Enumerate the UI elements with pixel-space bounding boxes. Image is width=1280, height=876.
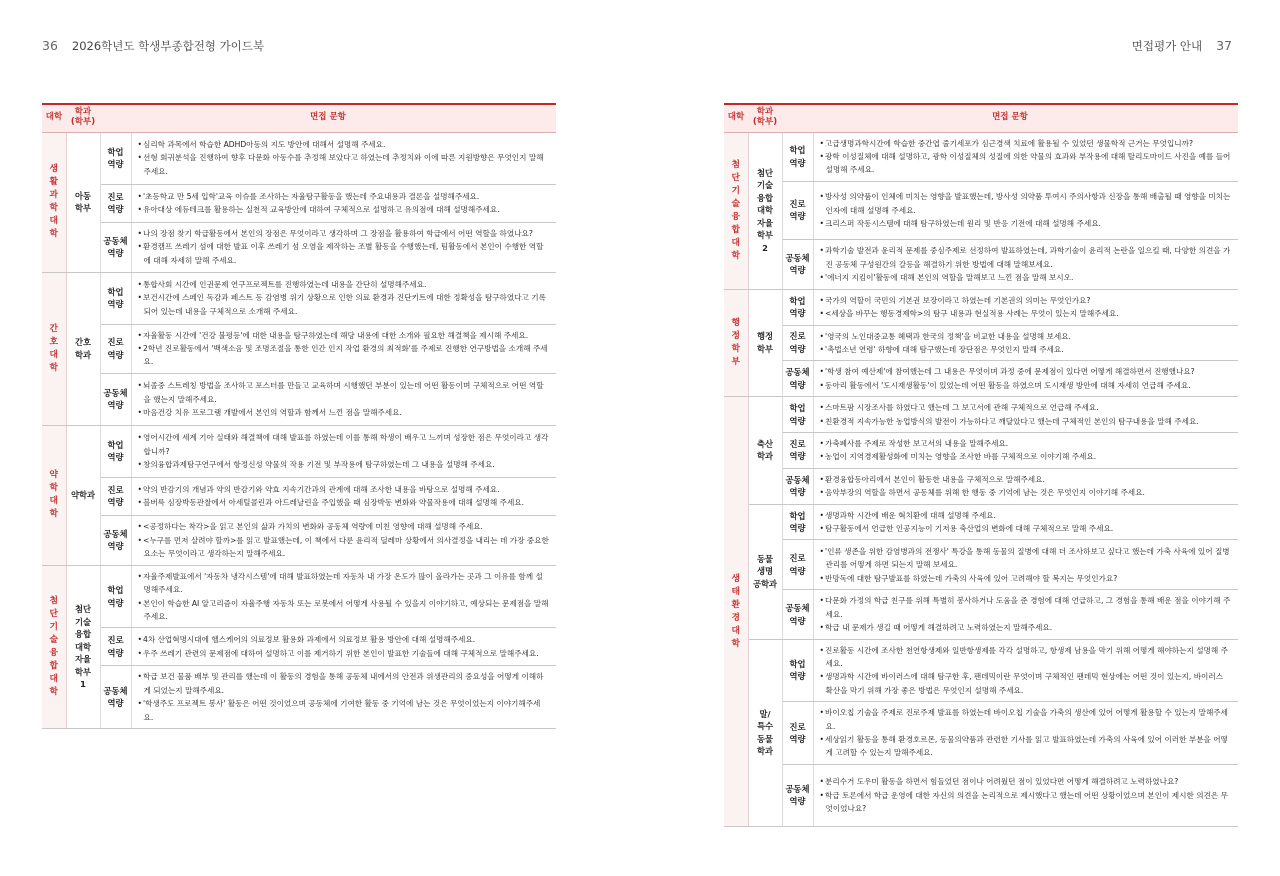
college-cell <box>42 132 66 272</box>
questions-cell <box>131 324 556 373</box>
question-item: • 학급 토론에서 학급 운영에 대한 자신의 의견을 논리적으로 제시했다고 했는데 어떤 상황이었으며 본인이 제시한 의견은 무엇이었나요? <box>820 789 1233 816</box>
department-cell <box>66 272 100 425</box>
question-item: • 광학 이성질체에 대해 설명하고, 광학 이성질체의 성질에 의한 약물의 효과와 부작용에 대해 탈리도마이드 사진을 예를 들어 설명해 주세요. <box>820 150 1233 177</box>
question-item: • <공정하다는 착각>을 읽고 본인의 삶과 가치의 변화와 공동체 역량에 미친 영향에 대해 설명해 주세요. <box>138 520 551 533</box>
question-item: • 심리학 과목에서 학습한 ADHD아동의 지도 방안에 대해서 설명해 주세요. <box>138 138 551 151</box>
department-name: 축산 학과 <box>756 438 774 462</box>
table-row <box>724 504 1238 540</box>
question-item: • <누구를 먼저 살려야 할까>를 읽고 발표했는데, 이 책에서 다룬 윤리적 딜레마 상황에서 의사결정을 내리는 데 가장 중요한 요소는 무엇이라고 생각하는지 말해주세요. <box>138 534 551 561</box>
table-row <box>724 468 1238 504</box>
competency-name: 진로 역량 <box>107 337 124 360</box>
right-page-header <box>1132 38 1232 54</box>
competency-name: 학업 역량 <box>789 403 806 426</box>
questions-cell <box>131 272 556 324</box>
competency-cell <box>782 639 813 702</box>
competency-name: 진로 역량 <box>789 198 806 222</box>
competency-cell <box>782 540 813 590</box>
department-cell <box>748 504 782 639</box>
competency-name: 학업 역량 <box>107 146 124 169</box>
question-item: • 국가의 역할이 국민의 기본권 보장이라고 하였는데 기본권의 의미는 무엇인가요? <box>820 294 1233 307</box>
department-name: 행정 학부 <box>756 331 774 354</box>
question-item: • 생명과학 시간에 바이러스에 대해 탐구한 후, 팬데믹이란 무엇이며 구체적인 팬데믹 현상에는 어떤 것이 있는지, 바이러스 확산을 막기 위해 가장 좋은 방법은 무엇인지 설명해 주세요. <box>820 670 1233 697</box>
questions-cell <box>131 425 556 477</box>
question-item: • 크리스퍼 작동시스템에 대해 탐구하였는데 원리 및 반응 기전에 대해 설명해 주세요. <box>820 217 1233 230</box>
question-item: • 창의융합과제탐구연구에서 항정신성 약물의 작용 기전 및 부작용에 탐구하였는데 그 내용을 설명해 주세요. <box>138 458 551 471</box>
department-name: 약학과 <box>70 489 96 500</box>
college-name: 행 정 학 부 <box>731 317 740 367</box>
competency-cell <box>782 702 813 765</box>
competency-name: 진로 역량 <box>789 331 806 354</box>
department-name: 동물 생명 공학과 <box>752 553 778 589</box>
competency-name: 학업 역량 <box>107 286 124 309</box>
table-row <box>724 239 1238 289</box>
question-item: • 환경캠프 쓰레기 섬에 대한 발표 이후 쓰레기 섬 오염을 제작하는 조별 활동을 수행했는데, 팀활동에서 본인이 수행한 역할에 대해 자세히 말해 주세요. <box>138 240 551 267</box>
competency-cell <box>782 325 813 361</box>
college-name: 생 태 환 경 대 학 <box>731 573 740 649</box>
table-row <box>42 324 556 373</box>
questions-cell <box>813 432 1238 468</box>
question-item: • 자율활동 시간에 '건강 불평등'에 대한 내용을 탐구하였는데 해당 내용에 대한 소개와 필요한 해결책을 제시해 주세요. <box>138 329 551 342</box>
question-item: • 4차 산업혁명시대에 헬스케어의 의료정보 활용화 과제에서 의료정보 활용 방안에 대해 설명해주세요. <box>138 633 551 646</box>
table-row <box>724 181 1238 239</box>
competency-cell <box>782 590 813 639</box>
competency-cell <box>100 222 131 272</box>
table-row <box>42 184 556 222</box>
department-cell <box>66 425 100 565</box>
competency-cell <box>100 666 131 729</box>
question-item: • 약의 반감기의 개념과 약의 반감기와 약효 지속기간과의 관계에 대해 조사한 내용을 바탕으로 설명해 주세요. <box>138 483 551 496</box>
table-row <box>724 639 1238 702</box>
questions-cell <box>813 132 1238 181</box>
question-item: • 가축폐사를 주제로 작성한 보고서의 내용을 말해주세요. <box>820 437 1233 450</box>
competency-name: 학업 역량 <box>789 145 806 168</box>
question-item: • 방사성 의약품이 인체에 미치는 영향을 발표했는데, 방사성 의약품 투여시 주의사항과 신장을 통해 배출될 때 영향을 미치는 인자에 대해 설명해 주세요. <box>820 190 1233 217</box>
competency-name: 공동체 역량 <box>785 474 810 498</box>
question-item: • 자율주제발표에서 '자동차 냉각시스템'에 대해 발표하였는데 자동차 내 가장 온도가 많이 올라가는 곳과 그 이유를 함께 설명해주세요. <box>138 570 551 597</box>
header-questions: 면접 문항 <box>100 104 556 132</box>
right-page-title: 면접평가 안내 <box>1131 39 1203 53</box>
table-row <box>42 477 556 515</box>
table-row <box>724 397 1238 433</box>
questions-cell <box>813 289 1238 325</box>
competency-cell <box>782 181 813 239</box>
question-item: • '초등학교 만 5세 입학'교육 이슈를 조사하는 자율탐구활동을 했는데 주요내용과 결론을 설명해주세요. <box>138 190 551 203</box>
left-interview-table <box>42 103 556 729</box>
header-dept: 학과 (학부) <box>748 104 782 132</box>
right-page-number: 37 <box>1216 38 1232 53</box>
competency-name: 학업 역량 <box>107 585 124 608</box>
competency-name: 공동체 역량 <box>785 783 810 807</box>
table-row <box>42 565 556 628</box>
college-cell <box>724 397 748 827</box>
competency-cell <box>100 324 131 373</box>
competency-cell <box>100 565 131 628</box>
department-cell <box>66 132 100 272</box>
college-name: 첨 단 기 술 융 합 대 학 <box>731 159 740 261</box>
question-item: • 유아대상 에듀테크를 활용하는 실천적 교육방안에 대하여 구체적으로 설명하고 유의점에 대해 설명해주세요. <box>138 203 551 216</box>
questions-cell <box>813 590 1238 639</box>
college-name: 첨 단 기 술 융 합 대 학 <box>49 595 58 697</box>
question-item: • 본인이 학습한 AI 알고리즘이 자율주행 자동차 또는 로봇에서 어떻게 사용될 수 있을지 이야기하고, 예상되는 문제점을 말해주세요. <box>138 597 551 624</box>
competency-name: 진로 역량 <box>107 484 124 508</box>
questions-cell <box>131 628 556 666</box>
question-item: • 세상읽기 활동을 통해 환경호르몬, 동물의약품과 관련한 기사를 읽고 발표하였는데 가축의 사육에 있어 이러한 부분을 어떻게 고려할 수 있는지 말해주세요. <box>820 733 1233 760</box>
competency-cell <box>782 289 813 325</box>
competency-name: 공동체 역량 <box>103 685 128 709</box>
table-row <box>42 666 556 729</box>
competency-name: 진로 역량 <box>107 635 124 658</box>
college-cell <box>42 272 66 425</box>
table-row <box>42 515 556 565</box>
competency-name: 공동체 역량 <box>785 603 810 626</box>
table-row <box>724 361 1238 397</box>
question-item: • 동아리 활동에서 '도시재생활동'이 있었는데 어떤 활동을 하였으며 도시재생 방안에 대해 자세히 언급해 주세요. <box>820 379 1233 392</box>
department-cell <box>748 639 782 826</box>
questions-cell <box>131 132 556 184</box>
header-univ: 대학 <box>42 104 66 132</box>
competency-name: 학업 역량 <box>789 658 806 682</box>
college-cell <box>42 425 66 565</box>
right-interview-table <box>724 103 1238 827</box>
department-name: 첨단 기술 융합 대학 자율 학부 1 <box>74 604 92 690</box>
competency-name: 진로 역량 <box>107 191 124 214</box>
questions-cell <box>813 181 1238 239</box>
college-name: 약 학 대 학 <box>49 470 58 520</box>
competency-name: 공동체 역량 <box>785 252 810 276</box>
question-item: • 2학년 진로활동에서 '백색소음 및 조명조절을 통한 인간 인지 작업 환경의 최적화'를 주제로 진행한 연구방법을 소개해 주세요. <box>138 342 551 369</box>
question-item: • 과학기술 발전과 윤리적 문제를 중심주제로 선정하여 발표하였는데, 과학기술이 윤리적 논란을 일으킬 때, 다양한 의견을 가진 공동체 구성원간의 갈등을 해결하기 위한 방법에 대해 말해보세요. <box>820 244 1233 271</box>
question-item: • 우주 쓰레기 관련의 문제점에 대하여 설명하고 이를 제거하기 위한 본인이 발표한 기술들에 대해 구체적으로 말해주세요. <box>138 647 551 660</box>
competency-cell <box>782 239 813 289</box>
questions-cell <box>813 702 1238 765</box>
question-item: • 학급 보건 물품 배부 및 관리를 했는데 이 활동의 경험을 통해 공동체 내에서의 안전과 위생관리의 중요성을 어떻게 이해하게 되었는지 말해주세요. <box>138 670 551 697</box>
question-item: • <세상을 바꾸는 행동경제학>의 탐구 내용과 현실적용 사례는 무엇이 있는지 말해주세요. <box>820 307 1233 320</box>
college-cell <box>42 565 66 728</box>
question-item: • '에너지 지킴이'활동에 대해 본인의 역할을 말해보고 느낀 점을 말해 보시오. <box>820 271 1233 284</box>
questions-cell <box>813 540 1238 590</box>
header-questions: 면접 문항 <box>782 104 1238 132</box>
competency-cell <box>100 628 131 666</box>
question-item: • 농업이 지역경제활성화에 미치는 영향을 조사한 바를 구체적으로 이야기해 주세요. <box>820 450 1233 463</box>
left-page-number: 36 <box>42 38 58 53</box>
competency-cell <box>100 425 131 477</box>
question-item: • '영국의 노인대중교통 혜택과 한국의 정책'을 비교한 내용을 설명해 보세요. <box>820 330 1233 343</box>
college-cell <box>724 289 748 396</box>
question-item: • '학생 참여 예산제'에 참여했는데 그 내용은 무엇이며 과정 중에 문제점이 있다면 어떻게 해결하면서 진행했나요? <box>820 365 1233 378</box>
left-page-header <box>42 38 264 54</box>
college-name: 생 활 과 학 대 학 <box>49 164 58 239</box>
table-row <box>42 272 556 324</box>
competency-name: 학업 역량 <box>107 439 124 463</box>
competency-name: 학업 역량 <box>789 295 806 319</box>
question-item: • 보건시간에 스페인 독감과 페스트 등 감염병 위기 상황으로 인한 의료 환경과 진단키트에 대한 정확성을 탐구하였다고 기록되어 있는데 내용을 구체적으로 소개해 주세요. <box>138 291 551 318</box>
question-item: • '촉법소년 연령' 하향에 대해 탐구했는데 장단점은 무엇인지 말해 주세요. <box>820 343 1233 356</box>
competency-cell <box>782 764 813 826</box>
department-name: 간호 학과 <box>74 337 92 360</box>
competency-cell <box>100 272 131 324</box>
questions-cell <box>813 468 1238 504</box>
questions-cell <box>813 325 1238 361</box>
questions-cell <box>131 515 556 565</box>
competency-cell <box>100 477 131 515</box>
competency-cell <box>100 184 131 222</box>
question-item: • 음악부장의 역할을 하면서 공동체를 위해 한 행동 중 기억에 남는 것은 무엇인지 이야기해 주세요. <box>820 486 1233 499</box>
question-item: • 스마트팜 시장조사를 하였다고 했는데 그 보고서에 관해 구체적으로 언급해 주세요. <box>820 401 1233 414</box>
question-item: • '학생주도 프로젝트 봉사' 활동은 어떤 것이었으며 공동체에 기여한 활동 중 기억에 남는 것은 무엇이었는지 이야기해주세요. <box>138 697 551 724</box>
question-item: • 진로활동 시간에 조사한 천연항생제와 일반항생제를 각각 설명하고, 항생제 남용을 막기 위해 어떻게 해야하는지 설명해 주세요. <box>820 644 1233 671</box>
table-row <box>42 222 556 272</box>
competency-cell <box>782 468 813 504</box>
competency-name: 공동체 역량 <box>103 387 128 411</box>
college-cell <box>724 132 748 289</box>
questions-cell <box>813 639 1238 702</box>
department-name: 말/ 특수 동물 학과 <box>756 708 774 757</box>
questions-cell <box>131 373 556 425</box>
table-row <box>724 702 1238 765</box>
question-item: • 친환경적 지속가능한 농업방식의 발전이 가능하다고 깨달았다고 했는데 구체적인 본인의 탐구내용을 말해 주세요. <box>820 415 1233 428</box>
competency-name: 진로 역량 <box>789 553 806 576</box>
department-cell <box>748 397 782 504</box>
college-name: 간 호 대 학 <box>49 323 58 373</box>
competency-name: 공동체 역량 <box>103 235 128 258</box>
competency-cell <box>782 397 813 433</box>
question-item: • 나의 장점 찾기 학급활동에서 본인의 장점은 무엇이라고 생각하며 그 장점을 활용하여 학급에서 어떤 역할을 하였나요? <box>138 227 551 240</box>
question-item: • 선형 회귀분석을 진행하여 향후 다문화 아동수를 추정해 보았다고 하였는데 추정치와 이에 따른 지원방향은 무엇인지 말해주세요. <box>138 151 551 178</box>
question-item: • 분리수거 도우미 활동을 하면서 힘들었던 점이나 어려웠던 점이 있었다면 어떻게 해결하려고 노력하였나요? <box>820 775 1233 788</box>
table-row <box>724 289 1238 325</box>
department-name: 아동 학부 <box>74 190 92 213</box>
competency-cell <box>782 504 813 540</box>
department-name: 첨단 기술 융합 대학 자율 학부 2 <box>756 167 774 253</box>
department-cell <box>748 132 782 289</box>
question-item: • 고급생명과학시간에 학습한 중간엽 줄기세포가 심근경색 치료에 활용될 수 있었던 생물학적 근거는 무엇입니까? <box>820 137 1233 150</box>
questions-cell <box>813 764 1238 826</box>
table-row <box>724 325 1238 361</box>
competency-cell <box>782 132 813 181</box>
questions-cell <box>131 184 556 222</box>
competency-name: 공동체 역량 <box>785 367 810 390</box>
table-row <box>724 540 1238 590</box>
questions-cell <box>813 504 1238 540</box>
question-item: • 학급 내 문제가 생길 때 어떻게 해결하려고 노력하였는지 말해주세요. <box>820 621 1233 634</box>
questions-cell <box>813 397 1238 433</box>
question-item: • 다문화 가정의 학급 친구를 위해 특별히 봉사하거나 도움을 준 경험에 대해 언급하고, 그 경험을 통해 배운 점을 이야기해 주세요. <box>820 594 1233 621</box>
question-item: • 뇌졸중 스트레칭 방법을 조사하고 포스터를 만들고 교육하며 시행했던 부분이 있는데 어떤 활동이며 구체적으로 어떤 역할을 했는지 말해주세요. <box>138 379 551 406</box>
competency-cell <box>100 515 131 565</box>
competency-name: 진로 역량 <box>789 438 806 462</box>
header-dept: 학과 (학부) <box>66 104 100 132</box>
department-cell <box>748 289 782 396</box>
question-item: • 환경융합동아리에서 본인이 활동한 내용을 구체적으로 말해주세요. <box>820 473 1233 486</box>
question-item: • 마음건강 치유 프로그램 개발에서 본인의 역할과 함께서 느낀 점을 말해주세요. <box>138 406 551 419</box>
table-row <box>42 132 556 184</box>
question-item: • 통합사회 시간에 인권문제 연구프로젝트를 진행하였는데 내용을 간단히 설명해주세요. <box>138 278 551 291</box>
competency-cell <box>782 432 813 468</box>
competency-cell <box>100 132 131 184</box>
table-row <box>724 432 1238 468</box>
table-row <box>724 132 1238 181</box>
questions-cell <box>131 477 556 515</box>
question-item: • 탐구활동에서 언급한 인공지능이 기저용 축산업의 변화에 대해 구체적으로 말해 주세요. <box>820 522 1233 535</box>
competency-name: 진로 역량 <box>789 721 806 745</box>
table-row <box>42 425 556 477</box>
question-item: • '인류 생존을 위한 감염병과의 전쟁사' 특강을 통해 동물의 질병에 대해 더 조사하보고 싶다고 했는데 가축 사육에 있어 질병관리를 어떻게 하면 되는지 말해 보세요. <box>820 545 1233 572</box>
competency-name: 학업 역량 <box>789 510 806 533</box>
question-item: • 반망독에 대한 탐구발표를 하였는데 가축의 사육에 있어 고려해야 할 복지는 무엇인가요? <box>820 572 1233 585</box>
questions-cell <box>813 361 1238 397</box>
table-row <box>42 628 556 666</box>
question-item: • 영어시간에 세계 기아 실태와 해결책에 대해 발표를 하였는데 이를 통해 학생이 배우고 느끼며 성장한 점은 무엇이라고 생각합니까? <box>138 431 551 458</box>
table-row <box>724 764 1238 826</box>
questions-cell <box>131 666 556 729</box>
table-row <box>42 373 556 425</box>
competency-cell <box>100 373 131 425</box>
question-item: • 바이오칩 기술을 주제로 진로주제 발표를 하였는데 바이오칩 기술을 가축의 생산에 있어 어떻게 활용할 수 있는지 말해주세요. <box>820 706 1233 733</box>
questions-cell <box>131 222 556 272</box>
question-item: • 생명과학 시간에 배운 혁치환에 대해 설명해 주세요. <box>820 509 1233 522</box>
competency-name: 공동체 역량 <box>103 528 128 552</box>
department-cell <box>66 565 100 728</box>
header-univ: 대학 <box>724 104 748 132</box>
table-row <box>724 590 1238 639</box>
questions-cell <box>813 239 1238 289</box>
competency-cell <box>782 361 813 397</box>
questions-cell <box>131 565 556 628</box>
question-item: • 블버륵 심장박동관찰에서 아세틸콜린과 아드레날린을 주입했을 때 심장박동 변화와 약물작용에 대해 설명해 주세요. <box>138 496 551 509</box>
left-page-title: 2026학년도 학생부종합전형 가이드북 <box>71 39 265 53</box>
